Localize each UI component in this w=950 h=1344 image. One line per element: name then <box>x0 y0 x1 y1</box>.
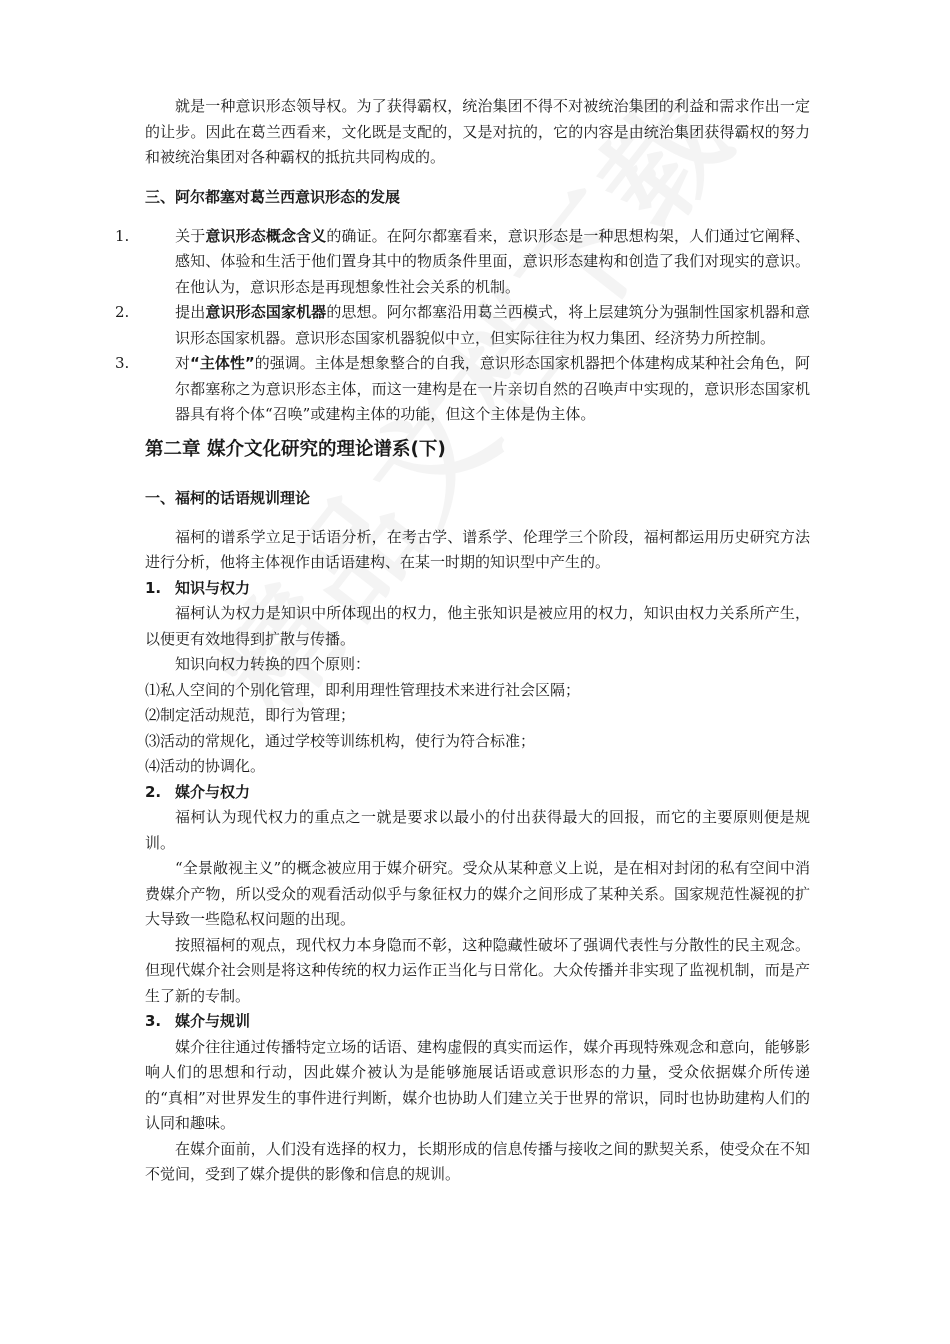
list-item-text: 的思想。阿尔都塞沿用葛兰西模式，将上层建筑分为强制性国家机器和意识形态国家机器。意识形态国家机器貌似中立，但实际往往为权力集团、经济势力所控制。 <box>175 303 810 347</box>
subheading-media-discipline <box>145 1009 810 1035</box>
subheading-label: 媒介与权力 <box>175 782 251 801</box>
list-item-prefix: 关于 <box>175 226 206 245</box>
paragraph: 知识向权力转换的四个原则： <box>175 655 371 673</box>
paragraph: 按照福柯的观点，现代权力本身隐而不彰，这种隐藏性破坏了强调代表性与分散性的民主观念。但现代媒介社会则是将这种传统的权力运作正当化与日常化。大众传播并非实现了监视机制，而是产生了新的专制。 <box>145 935 810 1005</box>
subheading-knowledge-power <box>145 576 810 602</box>
paragraph-top: 就是一种意识形态领导权。为了获得霸权，统治集团不得不对被统治集团的利益和需求作出一定的让步。因此在葛兰西看来，文化既是支配的，又是对抗的，它的内容是由统治集团获得霸权的努力和被统治集团对各种霸权的抵抗共同构成的。 <box>145 97 810 166</box>
list-item-text: 的确证。在阿尔都塞看来，意识形态是一种思想构架，人们通过它阐释、感知、体验和生活于他们置身其中的物质条件里面，意识形态建构和创造了我们对现实的意识。在他认为，意识形态是再现想象性社会关系的机制。 <box>175 226 810 296</box>
paragraph: “全景敞视主义”的概念被应用于媒介研究。受众从某种意义上说，是在相对封闭的私有空间中消费媒介产物，所以受众的观看活动似乎与象征权力的媒介之间形成了某种关系。国家规范性凝视的扩大导致一些隐私权问题的出现。 <box>145 859 810 928</box>
principle-item: ⑷活动的协调化。 <box>145 757 266 775</box>
section-heading-foucault: 一、福柯的话语规训理论 <box>145 488 311 507</box>
list-number: 1. <box>115 226 130 245</box>
paragraph: 福柯认为权力是知识中所体现出的权力，他主张知识是被应用的权力，知识由权力关系所产生，以便更有效地得到扩散与传播。 <box>145 604 810 648</box>
list-number: 2. <box>115 303 130 321</box>
paragraph: 媒介往往通过传播特定立场的话语、建构虚假的真实而运作，媒介再现特殊观念和意向，能够影响人们的思想和行动，因此媒介被认为是能够施展话语或意识形态的力量，受众依据媒介所传递的“真相”对世界发生的事件进行判断，媒介也协助人们建立关于世界的常识，同时也协助建构人们的认同和趣味。 <box>145 1037 810 1132</box>
subheading-number: 3. <box>145 1012 162 1030</box>
list-item-1 <box>115 224 810 301</box>
list-item-prefix: 对 <box>175 354 191 372</box>
list-item-keyword: 意识形态概念含义 <box>205 226 327 245</box>
list-item-keyword: 意识形态国家机器 <box>205 303 327 321</box>
chapter-title: 第二章 媒介文化研究的理论谱系(下) <box>145 438 446 460</box>
list-item-text: 的强调。主体是想象整合的自我，意识形态国家机器把个体建构成某种社会角色，阿尔都塞称之为意识形态主体，而这一建构是在一片亲切自然的召唤声中实现的，意识形态国家机器具有将个体“召唤”或建构主体的功能，但这个主体是伪主体。 <box>175 354 810 423</box>
subheading-media-power <box>145 780 810 806</box>
subheading-label: 媒介与规训 <box>175 1012 251 1030</box>
subheading-number: 1. <box>145 578 162 597</box>
list-item-prefix: 提出 <box>175 303 206 321</box>
subheading-number: 2. <box>145 782 162 801</box>
paragraph: 福柯认为现代权力的重点之一就是要求以最小的付出获得最大的回报，而它的主要原则便是规训。 <box>145 808 810 852</box>
list-item-2 <box>115 300 810 351</box>
paragraph-intro: 福柯的谱系学立足于话语分析，在考古学、谱系学、伦理学三个阶段，福柯都运用历史研究方法进行分析，他将主体视作由话语建构、在某一时期的知识型中产生的。 <box>145 527 810 571</box>
section-heading-althusser: 三、阿尔都塞对葛兰西意识形态的发展 <box>145 187 401 206</box>
list-number: 3. <box>115 354 130 372</box>
principle-item: ⑴私人空间的个别化管理，即利用理性管理技术来进行社会区隔； <box>145 680 581 699</box>
page-content <box>115 94 810 1188</box>
principle-item: ⑶活动的常规化，通过学校等训练机构，使行为符合标准； <box>145 731 536 750</box>
list-item-keyword: “主体性” <box>190 354 255 372</box>
paragraph: 在媒介面前，人们没有选择的权力，长期形成的信息传播与接收之间的默契关系，使受众在不知不觉间，受到了媒介提供的影像和信息的规训。 <box>145 1139 810 1183</box>
subheading-label: 知识与权力 <box>175 578 251 597</box>
list-item-3 <box>115 351 810 428</box>
principle-item: ⑵制定活动规范，即行为管理； <box>145 706 356 724</box>
